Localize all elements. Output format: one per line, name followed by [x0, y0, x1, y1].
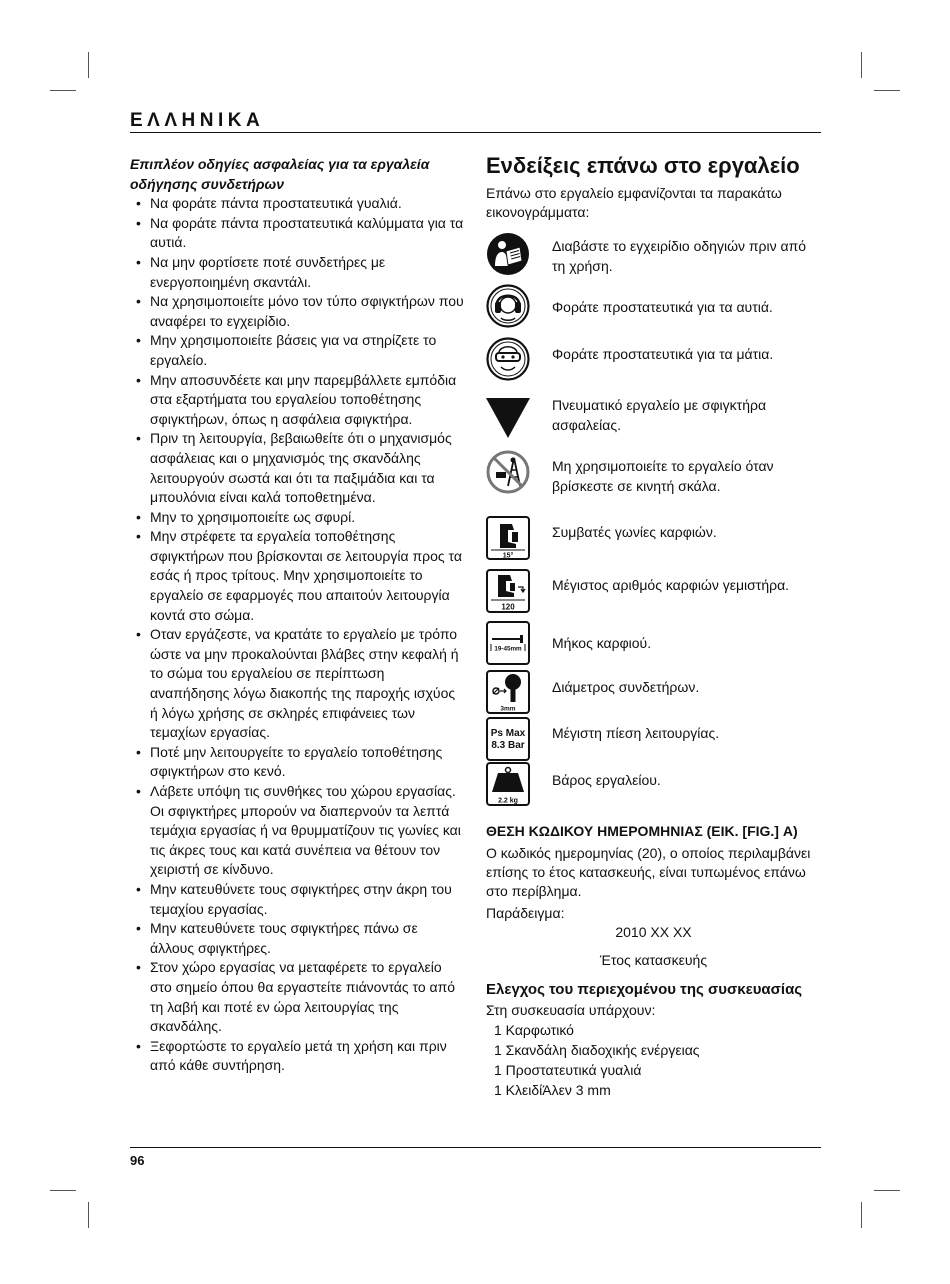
pictogram-row: [486, 450, 774, 494]
max-pressure-icon: [486, 717, 530, 761]
pictogram-row: [486, 762, 661, 806]
pictogram-row: [486, 337, 774, 381]
pictogram-row: [486, 621, 652, 665]
crop-mark: [88, 1202, 89, 1228]
list-item: • Οταν εργάζεστε, να κρατάτε το εργαλείο με τρόπο ώστε να μην προκαλούνται βλάβες στην κεφαλή ή το σώμα του εργαλείου σε περίπτωση αναπήδησης λόγω διακοπής της παροχής ισχύος ή λόγω χρήσης σε σκληρές επιφάνειες των τεμαχίων εργασίας.: [130, 625, 465, 743]
tool-weight-icon: [486, 762, 530, 806]
list-item: • Μην στρέφετε τα εργαλεία τοποθέτησης σφιγκτήρων που βρίσκονται σε λειτουργία προς τα εσάς ή προς τρίτους. Μην χρησιμοποιείτε το εργαλείο σε εφαρμογές που απαιτούν λειτουργία κοντά στο σώμα.: [130, 527, 465, 625]
list-item: • Ποτέ μην λειτουργείτε το εργαλείο τοποθέτησης σφιγκτήρων στο κενό.: [130, 743, 465, 782]
list-item: 1 Σκανδάλη διαδοχικής ενέργειας: [494, 1042, 700, 1058]
pictogram-text: Μη χρησιμοποιείτε το εργαλείο όταν βρίσκεστε σε κινητή σκάλα.: [552, 458, 774, 494]
date-code-section: [486, 822, 821, 970]
example-caption: Έτος κατασκευής: [599, 952, 708, 968]
package-list: [486, 1020, 821, 1100]
list-item: 1 Προστατευτικά γυαλιά: [494, 1062, 642, 1078]
nail-length-icon: [486, 621, 530, 665]
section-intro: Επάνω στο εργαλείο εμφανίζονται τα παρακάτω εικονογράμματα:: [486, 185, 782, 220]
nail-length-label: 19-45mm: [494, 645, 522, 653]
list-item: • Στον χώρο εργασίας να μεταφέρετε το εργαλείο στο σημείο όπου θα εργαστείτε πιάνοντάς το από τη λαβή και ποτέ εν ώρα λειτουργίας της σκανδάλης.: [130, 958, 465, 1036]
eye-protection-icon: [486, 337, 530, 381]
pictogram-row: [486, 516, 717, 560]
list-item: • Λάβετε υπόψη τις συνθήκες του χώρου εργασίας. Οι σφιγκτήρες μπορούν να διαπερνούν τα λεπτά τεμάχια εργασίας ή να θρυμματίζουν τις γωνίες και τις άκρες τους και κατά συνέπεια να θέτουν τον χειριστή σε κίνδυνο.: [130, 782, 465, 880]
list-item: • Να μην φορτίσετε ποτέ συνδετήρες με ενεργοποιημένη σκαντάλι.: [130, 253, 465, 292]
example-label: Παράδειγμα:: [486, 905, 565, 921]
language-header: ΕΛΛΗΝΙΚΑ: [130, 110, 265, 131]
crop-mark: [861, 52, 862, 78]
package-heading: Ελεγχος του περιεχομένου της συσκευασίας: [486, 981, 803, 998]
package-section: [486, 980, 821, 1100]
pictogram-text: Μέγιστη πίεση λειτουργίας.: [552, 725, 720, 741]
no-ladder-icon: [486, 450, 530, 494]
nail-angle-label: 15°: [502, 552, 514, 560]
list-item: • Μην αποσυνδέετε και μην παρεμβάλλετε εμπόδια στα εξαρτήματα του εργαλείου τοποθέτησης σφιγκτήρων, όπως η ασφάλεια σφιγκτήρα.: [130, 371, 465, 430]
pictogram-row: [486, 717, 720, 761]
header-rule: [130, 132, 821, 133]
list-item: • Να φοράτε πάντα προστατευτικά γυαλιά.: [130, 194, 465, 214]
list-item: • Μην κατευθύνετε τους σφιγκτήρες πάνω σε άλλους σφιγκτήρες.: [130, 919, 465, 958]
list-item: 1 ΚλειδίΆλεν 3 mm: [494, 1082, 611, 1098]
tool-weight-label: 2.2 kg: [498, 797, 518, 805]
list-item: • Μην το χρησιμοποιείτε ως σφυρί.: [130, 508, 465, 528]
pictogram-text: Φοράτε προστατευτικά για τα μάτια.: [552, 346, 774, 362]
crop-mark: [874, 1190, 900, 1191]
list-item: • Να φοράτε πάντα προστατευτικά καλύμματα για τα αυτιά.: [130, 214, 465, 253]
read-manual-icon: [486, 232, 530, 276]
triangle-icon: [486, 395, 530, 439]
pictogram-row: [486, 395, 767, 439]
footer-rule: [130, 1147, 821, 1148]
magazine-capacity-icon: [486, 569, 530, 613]
pictogram-text: Μήκος καρφιού.: [552, 635, 652, 651]
pictogram-text: Διάμετρος συνδετήρων.: [552, 679, 700, 695]
pictogram-row: [486, 670, 700, 714]
fastener-diameter-label: 3mm: [500, 705, 516, 713]
pictogram-row: [486, 232, 807, 276]
pictogram-row: [486, 569, 790, 613]
left-column: [130, 155, 465, 1076]
pictogram-text: Συμβατές γωνίες καρφιών.: [552, 524, 717, 540]
max-pressure-label-2: 8.3 Bar: [491, 740, 525, 751]
page-number: 96: [130, 1153, 145, 1168]
pictogram-text: Φοράτε προστατευτικά για τα αυτιά.: [552, 299, 773, 315]
pictogram-text: Διαβάστε το εγχειρίδιο οδηγιών πριν από τη χρήση.: [552, 238, 807, 274]
crop-mark: [874, 90, 900, 91]
crop-mark: [50, 1190, 76, 1191]
list-item: • Ξεφορτώστε το εργαλείο μετά τη χρήση και πριν από κάθε συντήρηση.: [130, 1037, 465, 1076]
magazine-capacity-label: 120: [501, 602, 515, 612]
pictogram-text: Μέγιστος αριθμός καρφιών γεμιστήρα.: [552, 577, 790, 593]
nail-angle-icon: [486, 516, 530, 560]
safety-list: [130, 194, 465, 1076]
left-heading: Επιπλέον οδηγίες ασφαλείας για τα εργαλεία οδήγησης συνδετήρων: [130, 156, 430, 192]
ear-protection-icon: [486, 284, 530, 328]
max-pressure-label-1: Ps Max: [490, 728, 526, 739]
list-item: • Να χρησιμοποιείτε μόνο τον τύπο σφιγκτήρων που αναφέρει το εγχειρίδιο.: [130, 292, 465, 331]
fastener-diameter-icon: [486, 670, 530, 714]
example-code: 2010 XX XX: [615, 924, 692, 940]
list-item: 1 Καρφωτικό: [494, 1022, 574, 1038]
list-item: • Μην κατευθύνετε τους σφιγκτήρες στην άκρη του τεμαχίου εργασίας.: [130, 880, 465, 919]
package-intro: Στη συσκευασία υπάρχουν:: [486, 1002, 656, 1018]
section-title: Ενδείξεις επάνω στο εργαλείο: [486, 153, 800, 178]
list-item: • Μην χρησιμοποιείτε βάσεις για να στηρίζετε το εργαλείο.: [130, 331, 465, 370]
pictogram-row: [486, 284, 773, 328]
crop-mark: [861, 1202, 862, 1228]
date-code-body: Ο κωδικός ημερομηνίας (20), ο οποίος περιλαμβάνει επίσης το έτος κατασκευής, είναι τυπωμένος επάνω στο περίβλημα.: [486, 845, 811, 899]
pictogram-text: Πνευματικό εργαλείο με σφιγκτήρα ασφαλείας.: [552, 397, 767, 433]
right-column: [486, 152, 821, 1142]
date-code-heading: ΘΕΣΗ ΚΩΔΙΚΟΥ ΗΜΕΡΟΜΗΝΙΑΣ (ΕΙΚ. [FIG.] A): [486, 823, 798, 839]
crop-mark: [88, 52, 89, 78]
pictogram-text: Βάρος εργαλείου.: [552, 772, 661, 788]
crop-mark: [50, 90, 76, 91]
list-item: • Πριν τη λειτουργία, βεβαιωθείτε ότι ο μηχανισμός ασφάλειας και ο μηχανισμός της σκανδάλης λειτουργούν σωστά και ότι τα παξιμάδια και τα μπουλόνια είναι καλά τοποθετημένα.: [130, 429, 465, 507]
